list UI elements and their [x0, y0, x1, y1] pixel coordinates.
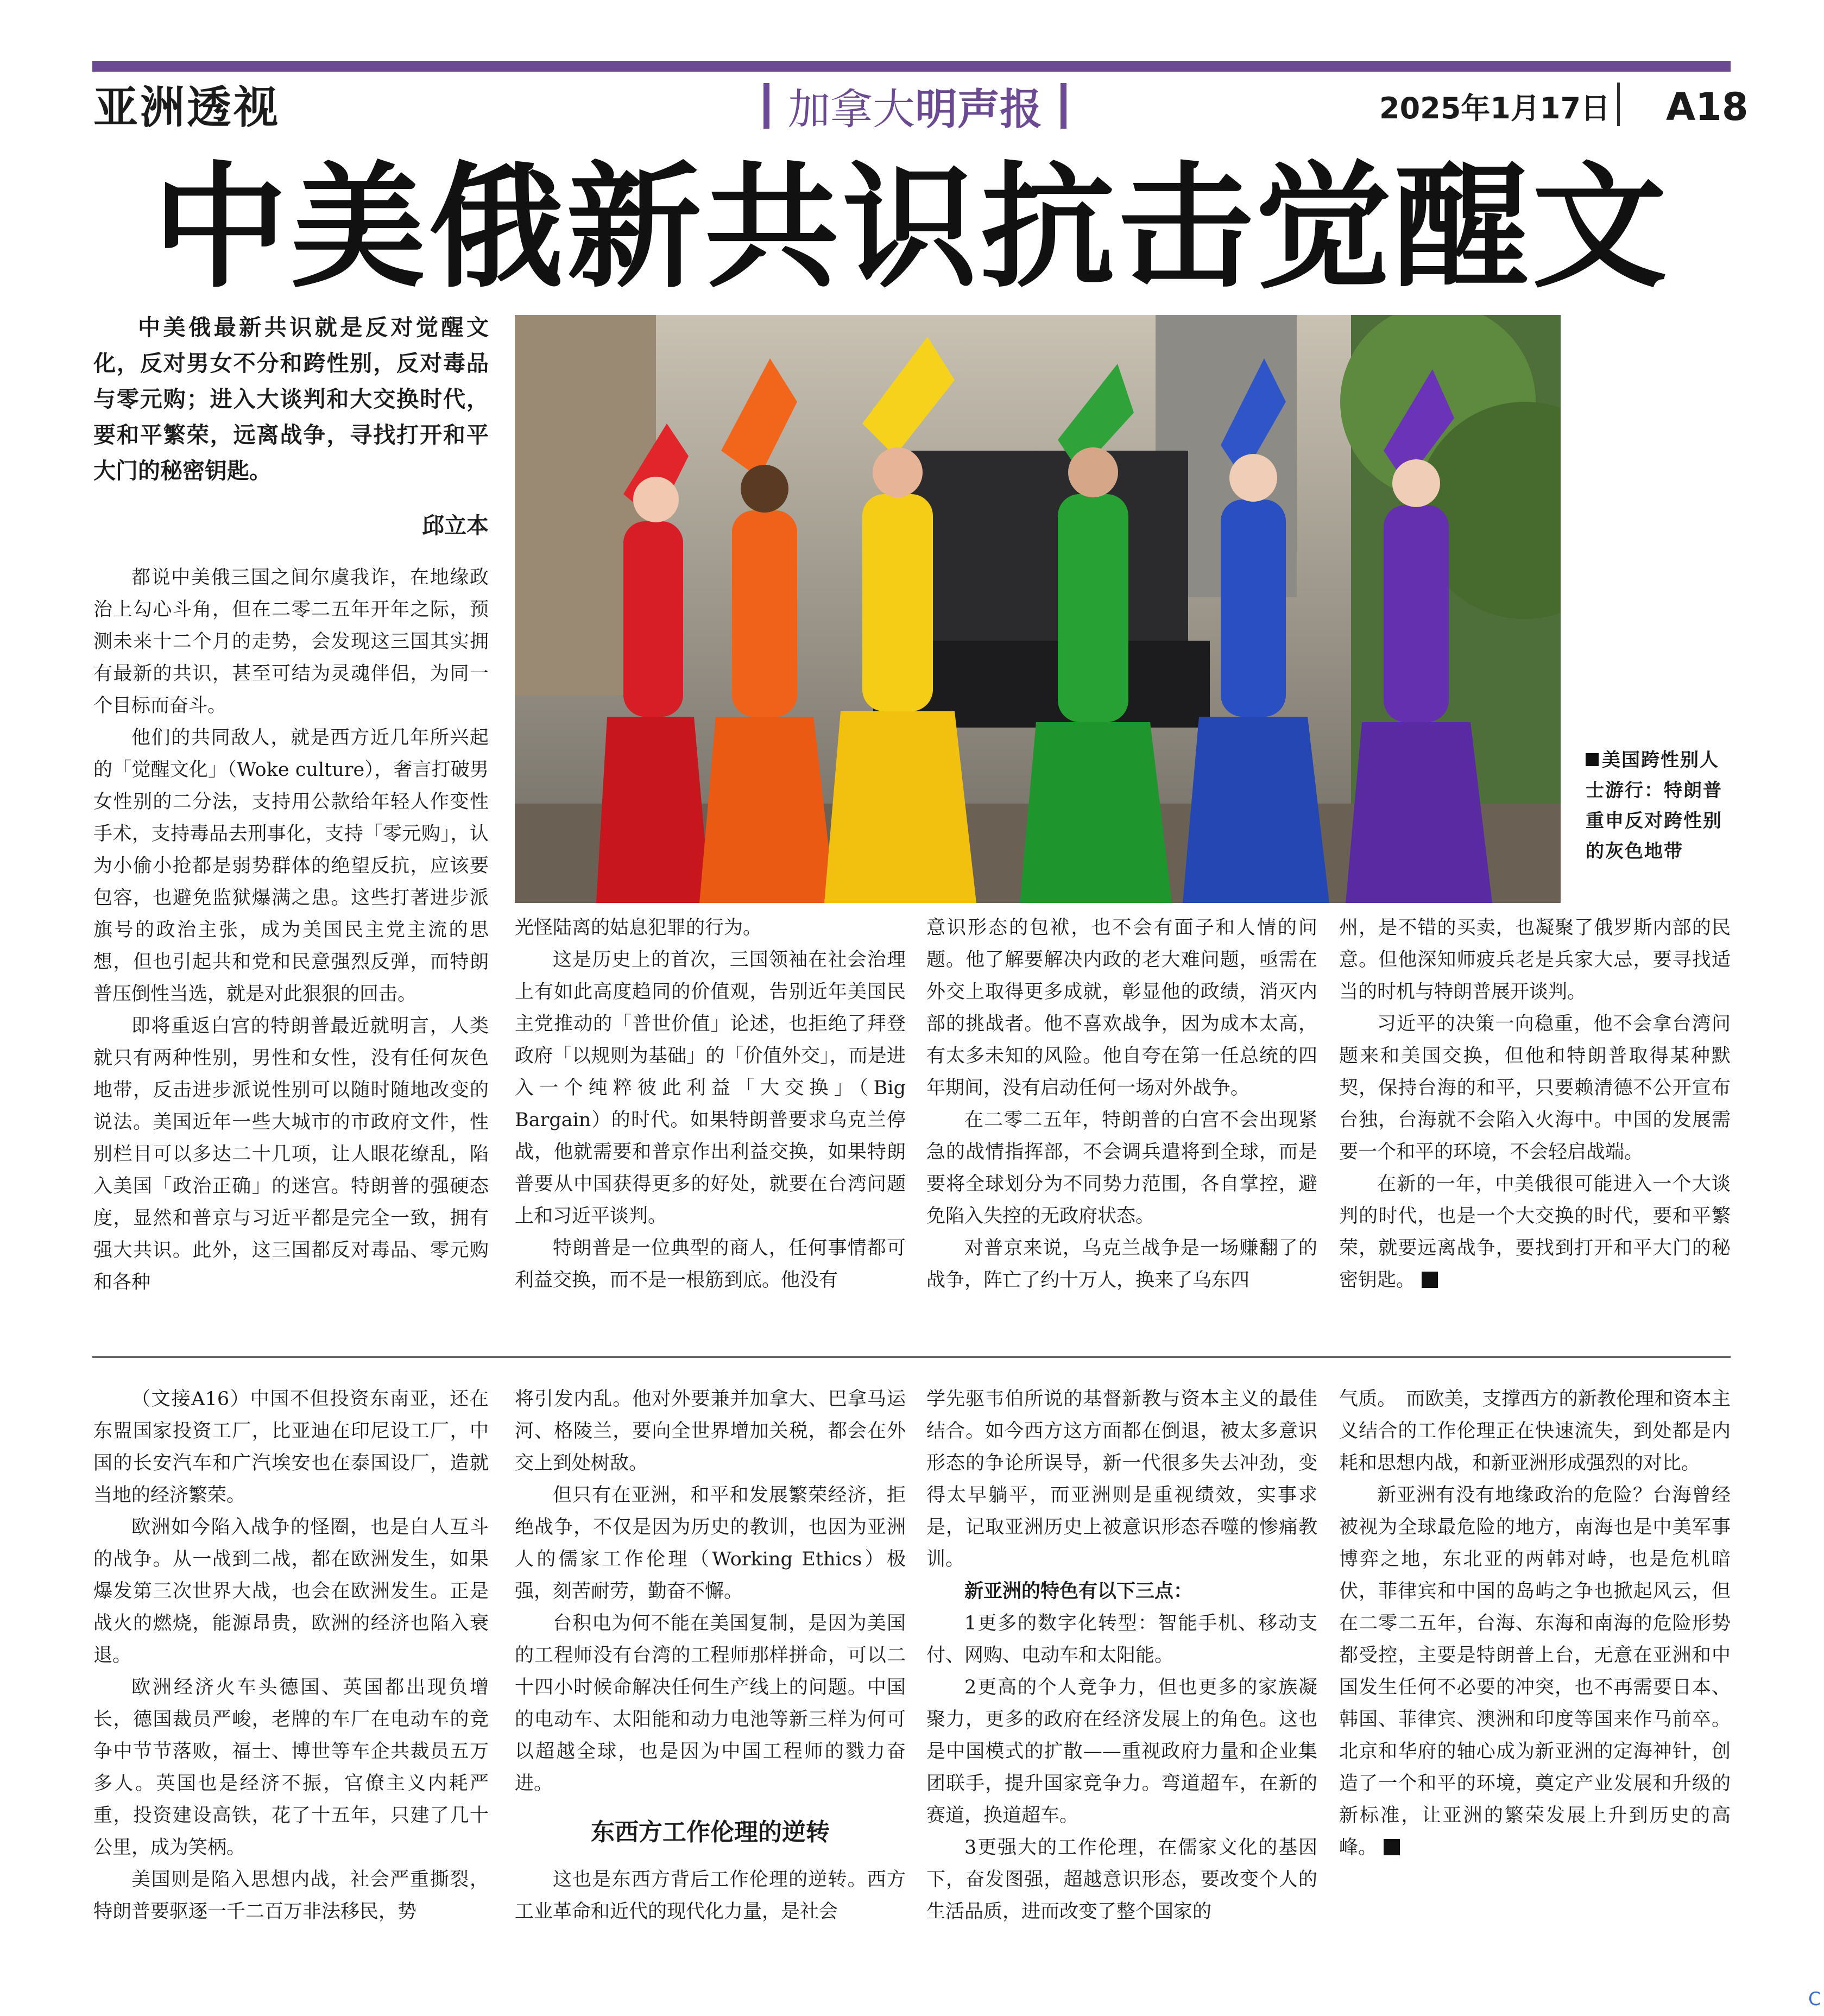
- list-item: 1更多的数字化转型：智能手机、移动支付、网购、电动车和太阳能。: [926, 1613, 1317, 1666]
- paragraph: 学先驱韦伯所说的基督新教与资本主义的最佳结合。如今西方这方面都在倒退，被太多意识形态的争论所误导，新一代很多失去冲劲，变得太早躺平，而亚洲则是重视绩效，实事求是，记取亚洲历史上被意识形态吞噬的惨痛教训。: [926, 1388, 1317, 1570]
- issue-date: 2025年1月17日: [1379, 91, 1611, 125]
- paragraph: 在二零二五年，特朗普的白宫不会出现紧急的战情指挥部，不会调兵遣将到全球，而是要将全球划分为不同势力范围，各自掌控，避免陷入失控的无政府状态。: [926, 1109, 1317, 1227]
- end-mark-icon: [1422, 1272, 1438, 1288]
- corner-mark: C: [1808, 1988, 1821, 2010]
- masthead-bar-right: [1061, 83, 1066, 129]
- paragraph: 这是历史上的首次，三国领袖在社会治理上有如此高度趋同的价值观，告别近年美国民主党推动的「普世价值」论述，也拒绝了拜登政府「以规则为基础」的「价值外交」，而是进入一个纯粹彼此利益「大交换」（Big Bargain）的时代。如果特朗普要求乌克兰停战，他就需要和普京作出利益交换，如果特朗普要从中国获得更多的好处，就要在台湾问题上和习近平谈判。: [515, 949, 906, 1227]
- lower-column-2: [515, 1383, 906, 1928]
- paragraph: 都说中美俄三国之间尔虞我诈，在地缘政治上勾心斗角，但在二零二五年开年之际，预测未来十二个月的走势，会发现这三国其实拥有最新的共识，甚至可结为灵魂伴侣，为同一个目标而奋斗。: [93, 567, 489, 717]
- lead-paragraph: 中美俄最新共识就是反对觉醒文化，反对男女不分和跨性别，反对毒品与零元购；进入大谈判和大交换时代，要和平繁荣，远离战争，寻找打开和平大门的秘密钥匙。: [93, 314, 489, 484]
- headline: 中美俄新共识抗击觉醒文: [153, 150, 1670, 306]
- article-column-2: [515, 912, 906, 1297]
- paragraph-text: 在新的一年，中美俄很可能进入一个大谈判的时代，也是一个大交换的时代，要和平繁荣，就要远离战争，要找到打开和平大门的秘密钥匙。: [1339, 1173, 1731, 1291]
- paragraph: 但只有在亚洲，和平和发展繁荣经济，拒绝战争，不仅是因为历史的教训，也因为亚洲人的儒家工作伦理（Working Ethics）极强，刻苦耐劳，勤奋不懈。: [515, 1484, 906, 1602]
- date-separator: [1617, 83, 1620, 126]
- masthead-bold: 明声报: [915, 85, 1043, 134]
- paragraph: 欧洲经济火车头德国、英国都出现负增长，德国裁员严峻，老牌的车厂在电动车的竞争中节节落败，福士、博世等车企共裁员五万多人。英国也是经济不振，官僚主义内耗严重，投资建设高铁，花了十五年，只建了几十公里，成为笑柄。: [93, 1677, 489, 1859]
- paragraph: （文接A16）中国不但投资东南亚，还在东盟国家投资工厂，比亚迪在印尼设工厂，中国的长安汽车和广汽埃安也在泰国设厂，造就当地的经济繁荣。: [93, 1388, 489, 1506]
- paragraph: 气质。 而欧美，支撑西方的新教伦理和资本主义结合的工作伦理正在快速流失，到处都是内耗和思想内战，和新亚洲形成强烈的对比。: [1339, 1388, 1731, 1474]
- article-column-1: [93, 562, 489, 1299]
- article-column-3: [926, 912, 1317, 1297]
- masthead-bar-left: [763, 83, 769, 129]
- section-divider: [92, 1356, 1731, 1358]
- page-number: A18: [1666, 85, 1749, 129]
- paragraph: 即将重返白宫的特朗普最近就明言，人类就只有两种性别，男性和女性，没有任何灰色地带，反击进步派说性别可以随时随地改变的说法。美国近年一些大城市的市政府文件，性别栏目可以多达二十几项，让人眼花缭乱，陷入美国「政治正确」的迷宫。特朗普的强硬态度，显然和普京与习近平都是完全一致，拥有强大共识。此外，这三国都反对毒品、零元购和各种: [93, 1015, 489, 1293]
- photo-caption: [1586, 745, 1733, 867]
- paragraph-text: 新亚洲有没有地缘政治的危险？台海曾经被视为全球最危险的地方，南海也是中美军事博弈之地，东北亚的两韩对峙，也是危机暗伏，菲律宾和中国的岛屿之争也掀起风云，但在二零二五年，台海、东海和南海的危险形势都受控，主要是特朗普上台，无意在亚洲和中国发生任何不必要的冲突，也不再需要日本、韩国、菲律宾、澳洲和印度等国来作马前卒。北京和华府的轴心成为新亚洲的定海神针，创造了一个和平的环境，奠定产业发展和升级的新标准，让亚洲的繁荣发展上升到历史的高峰。: [1339, 1484, 1731, 1859]
- paragraph: 将引发内乱。他对外要兼并加拿大、巴拿马运河、格陵兰，要向全世界增加关税，都会在外交上到处树敌。: [515, 1388, 906, 1474]
- paragraph: 台积电为何不能在美国复制，是因为美国的工程师没有台湾的工程师那样拼命，可以二十四小时候命解决任何生产线上的问题。中国的电动车、太阳能和动力电池等新三样为何可以超越全球，也是因为中国工程师的戮力奋进。: [515, 1613, 906, 1794]
- lower-column-3: [926, 1383, 1317, 1928]
- parade-photo-illustration: [515, 315, 1561, 903]
- masthead: [739, 76, 1091, 136]
- list-item: 3更强大的工作伦理，在儒家文化的基因下，奋发图强，超越意识形态，要改变个人的生活品质，进而改变了整个国家的: [926, 1837, 1317, 1923]
- paragraph: 习近平的决策一向稳重，他不会拿台湾问题来和美国交换，但他和特朗普取得某种默契，保持台海的和平，只要赖清德不公开宣布台独，台海就不会陷入火海中。中国的发展需要一个和平的环境，不会轻启战端。: [1339, 1013, 1731, 1163]
- top-accent-bar: [92, 61, 1731, 72]
- paragraph: 美国则是陷入思想内战，社会严重撕裂，特朗普要驱逐一千二百万非法移民，势: [93, 1869, 489, 1923]
- paragraph: 对普京来说，乌克兰战争是一场赚翻了的战争，阵亡了约十万人，换来了乌东四: [926, 1237, 1317, 1291]
- paragraph: 光怪陆离的姑息犯罪的行为。: [515, 917, 762, 939]
- caption-bullet-icon: [1586, 753, 1599, 766]
- list-item: 2更高的个人竞争力，但也更多的家族凝聚力，更多的政府在经济发展上的角色。这也是中国模式的扩散——重视政府力量和企业集团联手，提升国家竞争力。弯道超车，在新的赛道，换道超车。: [926, 1677, 1317, 1827]
- paragraph: [1339, 1168, 1731, 1297]
- masthead-light: 加拿大: [787, 85, 915, 134]
- subheading: 东西方工作伦理的逆转: [591, 1818, 830, 1846]
- byline: 邱立本: [422, 513, 489, 539]
- lower-column-4: [1339, 1383, 1731, 1864]
- paragraph: [1339, 1480, 1731, 1864]
- paragraph: 这也是东西方背后工作伦理的逆转。西方工业革命和近代的现代化力量，是社会: [515, 1869, 906, 1923]
- photo-caption-text: 美国跨性别人士游行：特朗普重申反对跨性别的灰色地带: [1586, 749, 1722, 862]
- lower-column-1: [93, 1383, 489, 1928]
- paragraph: 欧洲如今陷入战争的怪圈，也是白人互斗的战争。从一战到二战，都在欧洲发生，如果爆发第三次世界大战，也会在欧洲发生。正是战火的燃烧，能源昂贵，欧洲的经济也陷入衰退。: [93, 1516, 489, 1666]
- parade-photo: [515, 315, 1561, 903]
- paragraph: 州，是不错的买卖，也凝聚了俄罗斯内部的民意。但他深知师疲兵老是兵家大忌，要寻找适当的时机与特朗普展开谈判。: [1339, 917, 1731, 1003]
- section-label: 亚洲透视: [93, 81, 281, 134]
- list-heading: 新亚洲的特色有以下三点：: [964, 1581, 1193, 1602]
- paragraph: 意识形态的包袱，也不会有面子和人情的问题。他了解要解决内政的老大难问题，亟需在外交上取得更多成就，彰显他的政绩，消灭内部的挑战者。他不喜欢战争，因为成本太高，有太多未知的风险。他自夸在第一任总统的四年期间，没有启动任何一场对外战争。: [926, 917, 1317, 1099]
- paragraph: 他们的共同敌人，就是西方近几年所兴起的「觉醒文化」（Woke culture），奢言打破男女性别的二分法，支持用公款给年轻人作变性手术，支持毒品去刑事化，支持「零元购」，认为小偷小抢都是弱势群体的绝望反抗，应该要包容，也避免监狱爆满之患。这些打著进步派旗号的政治主张，成为美国民主党主流的思想，但也引起共和党和民意强烈反弹，而特朗普压倒性当选，就是对此狠狠的回击。: [93, 727, 489, 1005]
- end-mark-icon: [1384, 1839, 1400, 1855]
- paragraph: 特朗普是一位典型的商人，任何事情都可利益交换，而不是一根筋到底。他没有: [515, 1237, 906, 1291]
- article-column-4: [1339, 912, 1731, 1297]
